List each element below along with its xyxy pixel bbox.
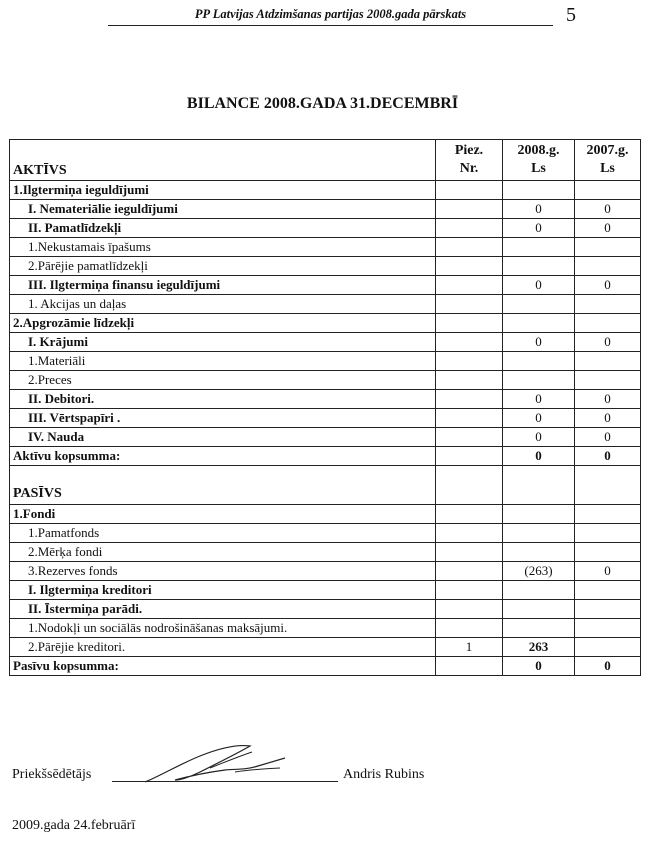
table-row <box>10 219 641 238</box>
row-label: Pasīvu kopsumma: <box>10 657 436 676</box>
row-note: 1 <box>436 638 503 657</box>
row-value-2007: 0 <box>575 447 641 466</box>
table-row <box>10 390 641 409</box>
row-label: 1.Fondi <box>10 505 436 524</box>
row-value-2008 <box>503 524 575 543</box>
row-note <box>436 581 503 600</box>
row-note <box>436 238 503 257</box>
row-label: 1.Nodokļi un sociālās nodrošināšanas maksājumi. <box>10 619 436 638</box>
row-value-2008: 0 <box>503 390 575 409</box>
row-label: IV. Nauda <box>10 428 436 447</box>
table-row <box>10 200 641 219</box>
row-value-2008: 0 <box>503 447 575 466</box>
row-note <box>436 562 503 581</box>
row-label: III. Vērtspapīri . <box>10 409 436 428</box>
row-note <box>436 257 503 276</box>
table-row <box>10 524 641 543</box>
table-row <box>10 276 641 295</box>
table-row <box>10 657 641 676</box>
row-note <box>436 657 503 676</box>
row-note <box>436 276 503 295</box>
row-value-2007 <box>575 257 641 276</box>
row-value-2008 <box>503 314 575 333</box>
row-value-2008 <box>503 371 575 390</box>
row-label: 1. Akcijas un daļas <box>10 295 436 314</box>
row-value-2008 <box>503 600 575 619</box>
table-row <box>10 562 641 581</box>
row-value-2007 <box>575 505 641 524</box>
row-label: 2.Pārējie pamatlīdzekļi <box>10 257 436 276</box>
table-row <box>10 619 641 638</box>
table-row <box>10 447 641 466</box>
row-note <box>436 524 503 543</box>
table-row <box>10 238 641 257</box>
row-note <box>436 543 503 562</box>
row-value-2008: 0 <box>503 276 575 295</box>
row-value-2007 <box>575 371 641 390</box>
row-label: 1.Materiāli <box>10 352 436 371</box>
table-row <box>10 581 641 600</box>
row-value-2007 <box>575 238 641 257</box>
row-value-2007 <box>575 314 641 333</box>
table-row <box>10 314 641 333</box>
row-value-2007 <box>575 638 641 657</box>
row-label: 3.Rezerves fonds <box>10 562 436 581</box>
table-row <box>10 295 641 314</box>
table-row <box>10 428 641 447</box>
row-label: I. Nemateriālie ieguldījumi <box>10 200 436 219</box>
row-value-2008: 0 <box>503 409 575 428</box>
handwritten-signature <box>140 742 290 786</box>
row-note <box>436 409 503 428</box>
page-title: BILANCE 2008.GADA 31.DECEMBRĪ <box>186 95 459 112</box>
row-value-2007 <box>575 543 641 562</box>
col-2008-header: 2008.g. Ls <box>503 140 575 181</box>
signature-role: Priekšsēdētājs <box>12 767 92 782</box>
row-label: 2.Pārējie kreditori. <box>10 638 436 657</box>
row-value-2007: 0 <box>575 276 641 295</box>
row-value-2008: 0 <box>503 428 575 447</box>
row-label: 1.Pamatfonds <box>10 524 436 543</box>
row-note <box>436 428 503 447</box>
row-value-2008 <box>503 543 575 562</box>
row-note <box>436 181 503 200</box>
row-note <box>436 505 503 524</box>
row-label: II. Debitori. <box>10 390 436 409</box>
row-note <box>436 390 503 409</box>
row-value-2007: 0 <box>575 562 641 581</box>
row-value-2008: 0 <box>503 219 575 238</box>
row-label: III. Ilgtermiņa finansu ieguldījumi <box>10 276 436 295</box>
row-label: 2.Apgrozāmie līdzekļi <box>10 314 436 333</box>
row-note <box>436 447 503 466</box>
row-label: 1.Ilgtermiņa ieguldījumi <box>10 181 436 200</box>
row-value-2008 <box>503 257 575 276</box>
row-label: II. Pamatlīdzekļi <box>10 219 436 238</box>
table-row <box>10 638 641 657</box>
document-date: 2009.gada 24.februārī <box>12 818 136 833</box>
row-value-2008: 0 <box>503 657 575 676</box>
row-label: 2.Preces <box>10 371 436 390</box>
row-value-2007 <box>575 295 641 314</box>
row-value-2007: 0 <box>575 428 641 447</box>
row-value-2007: 0 <box>575 657 641 676</box>
row-note <box>436 333 503 352</box>
liabilities-heading: PASĪVS <box>10 466 436 505</box>
row-label: II. Īstermiņa parādi. <box>10 600 436 619</box>
row-note <box>436 219 503 238</box>
liabilities-heading-row <box>10 466 641 505</box>
row-value-2007 <box>575 524 641 543</box>
row-value-2007: 0 <box>575 409 641 428</box>
row-value-2007: 0 <box>575 219 641 238</box>
table-row <box>10 352 641 371</box>
row-value-2008: 0 <box>503 200 575 219</box>
table-row <box>10 181 641 200</box>
row-note <box>436 295 503 314</box>
row-value-2008 <box>503 505 575 524</box>
row-value-2007 <box>575 581 641 600</box>
table-row <box>10 543 641 562</box>
row-value-2008: (263) <box>503 562 575 581</box>
running-header <box>108 6 553 26</box>
row-value-2007 <box>575 181 641 200</box>
running-title: PP Latvijas Atdzimšanas partijas 2008.gada pārskats <box>194 7 467 21</box>
row-note <box>436 200 503 219</box>
row-label: Aktīvu kopsumma: <box>10 447 436 466</box>
row-value-2008 <box>503 181 575 200</box>
row-note <box>436 352 503 371</box>
signatory-name: Andris Rubins <box>343 767 425 782</box>
page-number: 5 <box>566 4 576 26</box>
table-header-row <box>10 140 641 181</box>
row-value-2008: 0 <box>503 333 575 352</box>
row-note <box>436 371 503 390</box>
row-value-2008 <box>503 352 575 371</box>
col-2007-header: 2007.g. Ls <box>575 140 641 181</box>
table-row <box>10 257 641 276</box>
assets-heading: AKTĪVS <box>10 140 436 181</box>
row-value-2007 <box>575 619 641 638</box>
row-value-2008 <box>503 238 575 257</box>
row-label: 2.Mērķa fondi <box>10 543 436 562</box>
row-note <box>436 600 503 619</box>
row-label: I. Krājumi <box>10 333 436 352</box>
table-row <box>10 600 641 619</box>
row-value-2008: 263 <box>503 638 575 657</box>
table-row <box>10 409 641 428</box>
row-value-2007: 0 <box>575 390 641 409</box>
row-value-2007 <box>575 600 641 619</box>
row-value-2008 <box>503 619 575 638</box>
row-label: I. Ilgtermiņa kreditori <box>10 581 436 600</box>
balance-sheet-table <box>9 139 641 676</box>
row-value-2007 <box>575 352 641 371</box>
row-note <box>436 314 503 333</box>
row-value-2007: 0 <box>575 333 641 352</box>
table-row <box>10 505 641 524</box>
row-value-2008 <box>503 581 575 600</box>
row-value-2008 <box>503 295 575 314</box>
table-row <box>10 371 641 390</box>
col-note-header: Piez. Nr. <box>436 140 503 181</box>
row-value-2007: 0 <box>575 200 641 219</box>
table-row <box>10 333 641 352</box>
row-label: 1.Nekustamais īpašums <box>10 238 436 257</box>
row-note <box>436 619 503 638</box>
